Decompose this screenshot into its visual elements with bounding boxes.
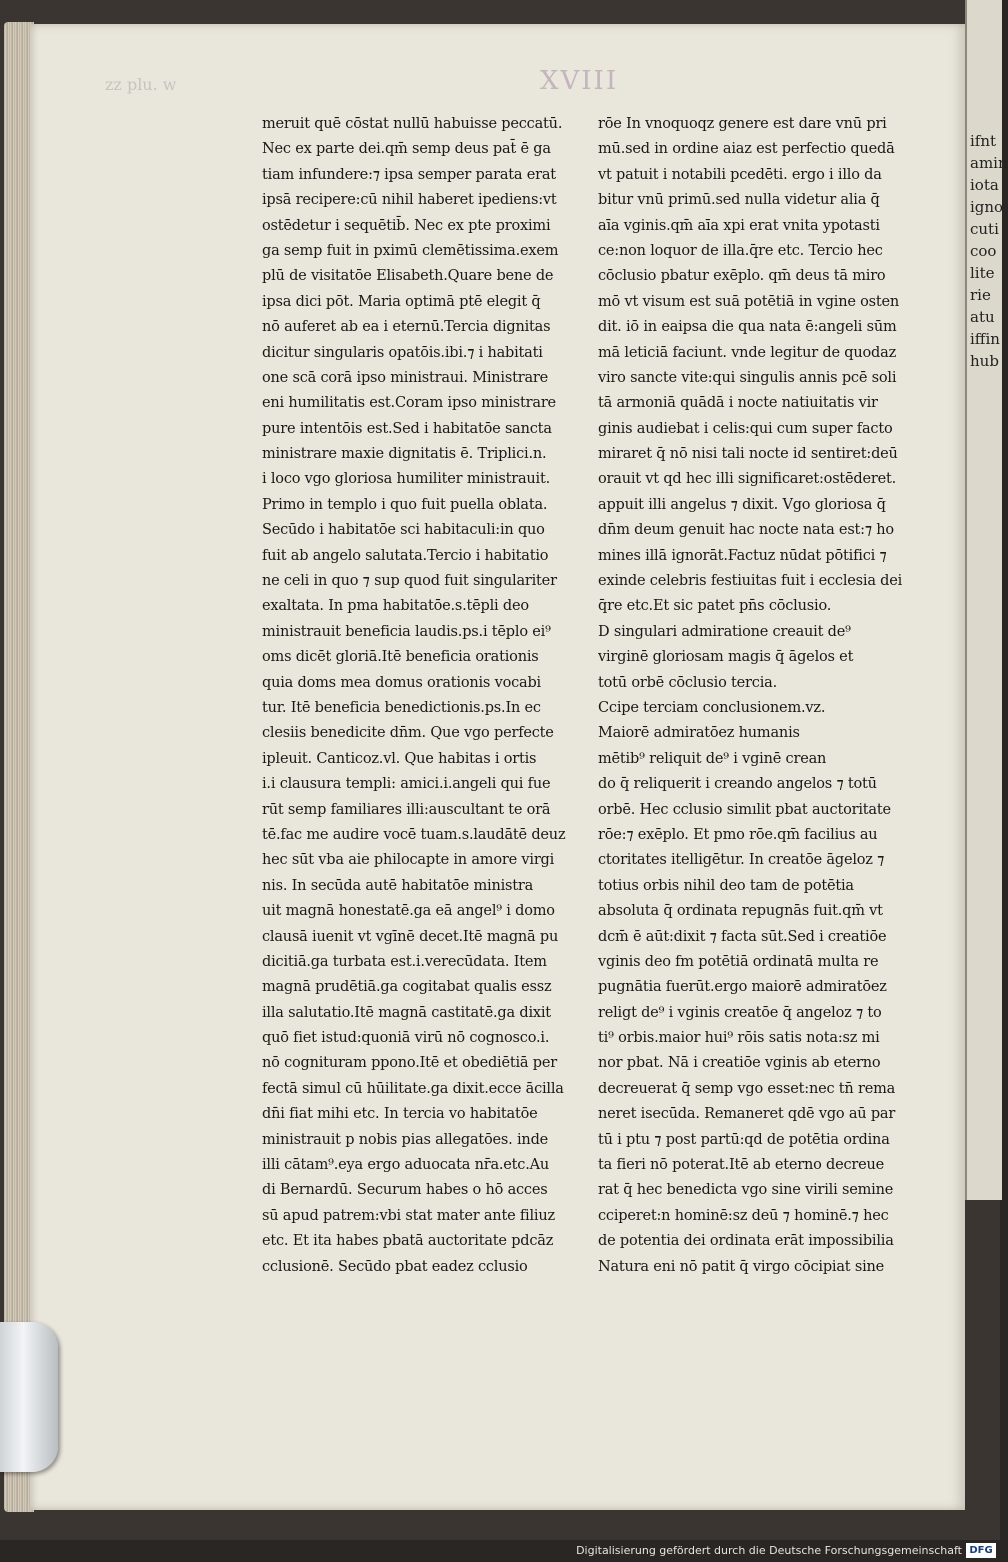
text-line: rōe:⁊ exēplo. Et pmo rōe.qm̄ facilius au: [598, 826, 878, 843]
facing-line: atu: [970, 308, 995, 326]
text-line: oms dicēt gloriā.Itē beneficia orationis: [262, 649, 539, 666]
text-line: uit magnā honestatē.ga eā angel⁹ i domo: [262, 903, 555, 920]
facing-line: coo: [970, 242, 997, 260]
text-line: totius orbis nihil deo tam de potētia: [598, 877, 854, 894]
text-line: i loco vgo gloriosa humiliter ministrauit.: [262, 471, 551, 488]
text-line: meruit quē cōstat nullū habuisse peccatū.: [262, 116, 563, 132]
text-line: q̄re etc.Et sic patet pn̄s cōclusio.: [598, 598, 832, 615]
text-line: Secūdo i habitatōe sci habitaculi:in quo: [262, 522, 545, 539]
text-line: miraret q̄ nō nisi tali nocte id sentiret:deū: [598, 446, 898, 463]
text-line: virginē gloriosam magis q̄ āgelos et: [598, 649, 854, 666]
text-line: viro sancte vite:qui singulis annis pcē soli: [598, 369, 897, 386]
text-line: neret isecūda. Remaneret qdē vgo aū par: [598, 1106, 896, 1123]
facing-line: ifnt: [970, 132, 997, 150]
text-line: dicitiā.ga turbata est.i.verecūdata. Item: [262, 953, 547, 970]
text-line: tē.fac me audire vocē tuam.s.laudātē deuz: [262, 826, 566, 843]
text-line: ipleuit. Canticoz.vl. Que habitas i ortis: [262, 750, 537, 767]
text-line: vginis deo fm potētiā ordinatā multa re: [598, 953, 879, 970]
text-line: di Bernardū. Securum habes o hō acces: [262, 1182, 548, 1199]
text-line: cōclusio pbatur exēplo. qm̄ deus tā miro: [598, 268, 886, 285]
facing-line: cuti: [970, 220, 999, 238]
text-line: pure intentōis est.Sed i habitatōe sancta: [262, 420, 552, 437]
text-line: religt de⁹ i vginis creatōe q̄ angeloz ⁊ to: [598, 1004, 882, 1021]
facing-line: hub: [970, 352, 999, 370]
text-line: Nec ex parte dei.qm̄ semp deus pat̄ ē ga: [262, 141, 551, 158]
text-line: hec sūt vba aie philocapte in amore virgi: [262, 852, 555, 869]
text-line: rūt semp familiares illi:auscultant te orā: [262, 801, 551, 818]
text-line: dn̄i fiat mihi etc. In tercia vo habitatōe: [262, 1106, 538, 1123]
text-line: bitur vnū primū.sed nulla videtur alia q̄: [598, 192, 880, 209]
text-line: cciperet:n hominē:sz deū ⁊ hominē.⁊ hec: [598, 1207, 889, 1224]
text-line: ministrauit beneficia laudis.ps.i tēplo ei⁹: [262, 623, 551, 640]
text-line: tur. Itē beneficia benedictionis.ps.In ec: [262, 699, 541, 716]
facing-line: amin: [970, 154, 1008, 172]
text-column-right: [598, 112, 928, 1280]
text-line: ipsa dici pōt. Maria optimā ptē elegit q̄: [262, 293, 541, 310]
text-line: totū orbē cōclusio tercia.: [598, 674, 777, 691]
text-line: i.i clausura templi: amici.i.angeli qui fue: [262, 776, 551, 793]
text-line: do q̄ reliquerit i creando angelos ⁊ totū: [598, 776, 877, 793]
text-line: clesiis benedicite dn̄m. Que vgo perfecte: [262, 725, 554, 742]
text-line: mētib⁹ reliquit de⁹ i vginē crean: [598, 750, 827, 767]
text-line: ta fieri nō poterat.Itē ab eterno decreue: [598, 1157, 885, 1174]
text-line: quō fiet istud:quoniā virū nō cognosco.i.: [262, 1030, 550, 1047]
text-line: ctoritates itelligētur. In creatōe āgeloz ⁊: [598, 852, 885, 869]
dfg-logo: DFG: [966, 1543, 996, 1558]
text-line: pugnātia fuerūt.ergo maiorē admiratōez: [598, 979, 887, 996]
text-line: sū apud patrem:vbi stat mater ante filiuz: [262, 1207, 555, 1224]
text-line: ce:non loquor de illa.q̄re etc. Tercio hec: [598, 242, 883, 259]
footer-bar: [0, 1540, 1000, 1562]
text-line: illa salutatio.Itē magnā castitatē.ga dixit: [262, 1004, 551, 1021]
text-line: ti⁹ orbis.maior hui⁹ rōis satis nota:sz mi: [598, 1030, 880, 1047]
text-line: ne celi in quo ⁊ sup quod fuit singulariter: [262, 573, 557, 590]
text-line: fectā simul cū hūilitate.ga dixit.ecce ācilla: [262, 1080, 564, 1097]
text-line: absoluta q̄ ordinata repugnās fuit.qm̄ vt: [598, 903, 883, 920]
text-line: decreuerat q̄ semp vgo esset:nec tn̄ rema: [598, 1080, 896, 1097]
text-line: exinde celebris festiuitas fuit i ecclesia dei: [598, 573, 903, 590]
text-line: D singulari admiratione creauit de⁹: [598, 623, 851, 640]
text-line: mō vt visum est suā potētiā in vgine osten: [598, 293, 900, 310]
text-line: cclusionē. Secūdo pbat eadez cclusio: [262, 1258, 528, 1275]
text-line: nō auferet ab ea i eternū.Tercia dignitas: [262, 319, 551, 336]
text-line: exaltata. In pma habitatōe.s.tēpli deo: [262, 598, 529, 615]
text-line: eni humilitatis est.Coram ipso ministrare: [262, 395, 556, 412]
facing-line: rie: [970, 286, 991, 304]
text-line: dicitur singularis opatōis.ibi.⁊ i habitati: [262, 344, 543, 361]
page-clip: [0, 1322, 58, 1472]
facing-line: lite: [970, 264, 995, 282]
text-line: nis. In secūda autē habitatōe ministra: [262, 877, 534, 894]
text-line: rōe In vnoquoqz genere est dare vnū pri: [598, 116, 887, 132]
text-line: ministrauit p nobis pias allegatōes. inde: [262, 1131, 549, 1148]
text-line: illi cātam⁹.eya ergo aduocata nr̄a.etc.Au: [262, 1157, 550, 1174]
text-line: rat q̄ hec benedicta vgo sine virili semine: [598, 1182, 894, 1199]
text-line: aīa vginis.qm̄ aīa xpi erat vnita ypotasti: [598, 217, 880, 234]
text-line: orbē. Hec cclusio simılit pbat auctoritate: [598, 801, 891, 818]
text-line: tā armoniā quādā i nocte natiuitatis vir: [598, 395, 878, 412]
text-line: fuit ab angelo salutata.Tercio i habitatio: [262, 547, 549, 564]
text-line: ministrare maxie dignitatis ē. Triplici.n.: [262, 446, 547, 463]
text-line: orauit vt qd hec illi significaret:ostēderet.: [598, 471, 897, 488]
text-line: dn̄m deum genuit hac nocte nata est:⁊ ho: [598, 522, 894, 539]
text-line: clausā iuenit vt vgīnē decet.Itē magnā pu: [262, 928, 559, 945]
text-line: Ccipe terciam conclusionem.vz.: [598, 699, 826, 716]
text-line: ga semp fuit in pximū clemētissima.exem: [262, 242, 559, 259]
text-line: vt patuit i notabili pcedēti. ergo i illo da: [598, 166, 882, 183]
text-line: magnā prudētiā.ga cogitabat qualis essz: [262, 979, 552, 996]
text-line: Primo in templo i quo fuit puella oblata.: [262, 496, 548, 513]
folio-number: XVIII: [540, 66, 619, 96]
facing-line: iffin: [970, 330, 1000, 348]
text-line: one scā corā ipso ministraui. Ministrare: [262, 369, 549, 386]
text-line: ipsā recipere:cū nihil haberet ipediens:vt: [262, 192, 557, 209]
text-line: dcm̄ ē aūt:dixit ⁊ facta sūt.Sed i creatiōe: [598, 928, 887, 945]
facing-line: iota: [970, 176, 999, 194]
text-line: Maiorē admiratōez humanis: [598, 725, 800, 742]
text-line: quia doms mea domus orationis vocabi: [262, 674, 541, 691]
facing-page-text: [967, 0, 1008, 372]
margin-note: zz plu. w: [105, 75, 177, 94]
text-line: Natura eni nō patit q̄ virgo cōcipiat sine: [598, 1258, 885, 1275]
text-line: ginis audiebat i celis:qui cum super facto: [598, 420, 893, 437]
funding-credit: Digitalisierung gefördert durch die Deutsche Forschungsgemeinschaft: [576, 1544, 962, 1557]
facing-page-edge: [965, 0, 1008, 1200]
text-line: de potentia dei ordinata erāt impossibilia: [598, 1233, 894, 1250]
text-line: mines illā ignorāt.Factuz nūdat pōtifici ⁊: [598, 547, 887, 564]
text-line: dit. iō in eaipsa die qua nata ē:angeli sūm: [598, 319, 897, 336]
text-line: nō cognituram ppono.Itē et obediētiā per: [262, 1055, 557, 1072]
text-line: tiam infundere:⁊ ipsa semper parata erat: [262, 166, 556, 183]
facing-line: igno: [970, 198, 1004, 216]
text-line: plū de visitatōe Elisabeth.Quare bene de: [262, 268, 554, 285]
text-line: ostēdetur i sequētib̄. Nec ex pte proximi: [262, 217, 551, 234]
text-line: appuit illi angelus ⁊ dixit. Vgo gloriosa q̄: [598, 496, 886, 513]
text-line: etc. Et ita habes pbatā auctoritate pdcāz: [262, 1233, 554, 1250]
text-line: mū.sed in ordine aiaz est perfectio quedā: [598, 141, 895, 158]
text-line: nor pbat. Nā i creatiōe vginis ab eterno: [598, 1055, 881, 1072]
text-line: mā leticiā faciunt. vnde legitur de quodaz: [598, 344, 897, 361]
text-column-left: [262, 112, 582, 1280]
text-line: tū i ptu ⁊ post partū:qd de potētia ordina: [598, 1131, 890, 1148]
